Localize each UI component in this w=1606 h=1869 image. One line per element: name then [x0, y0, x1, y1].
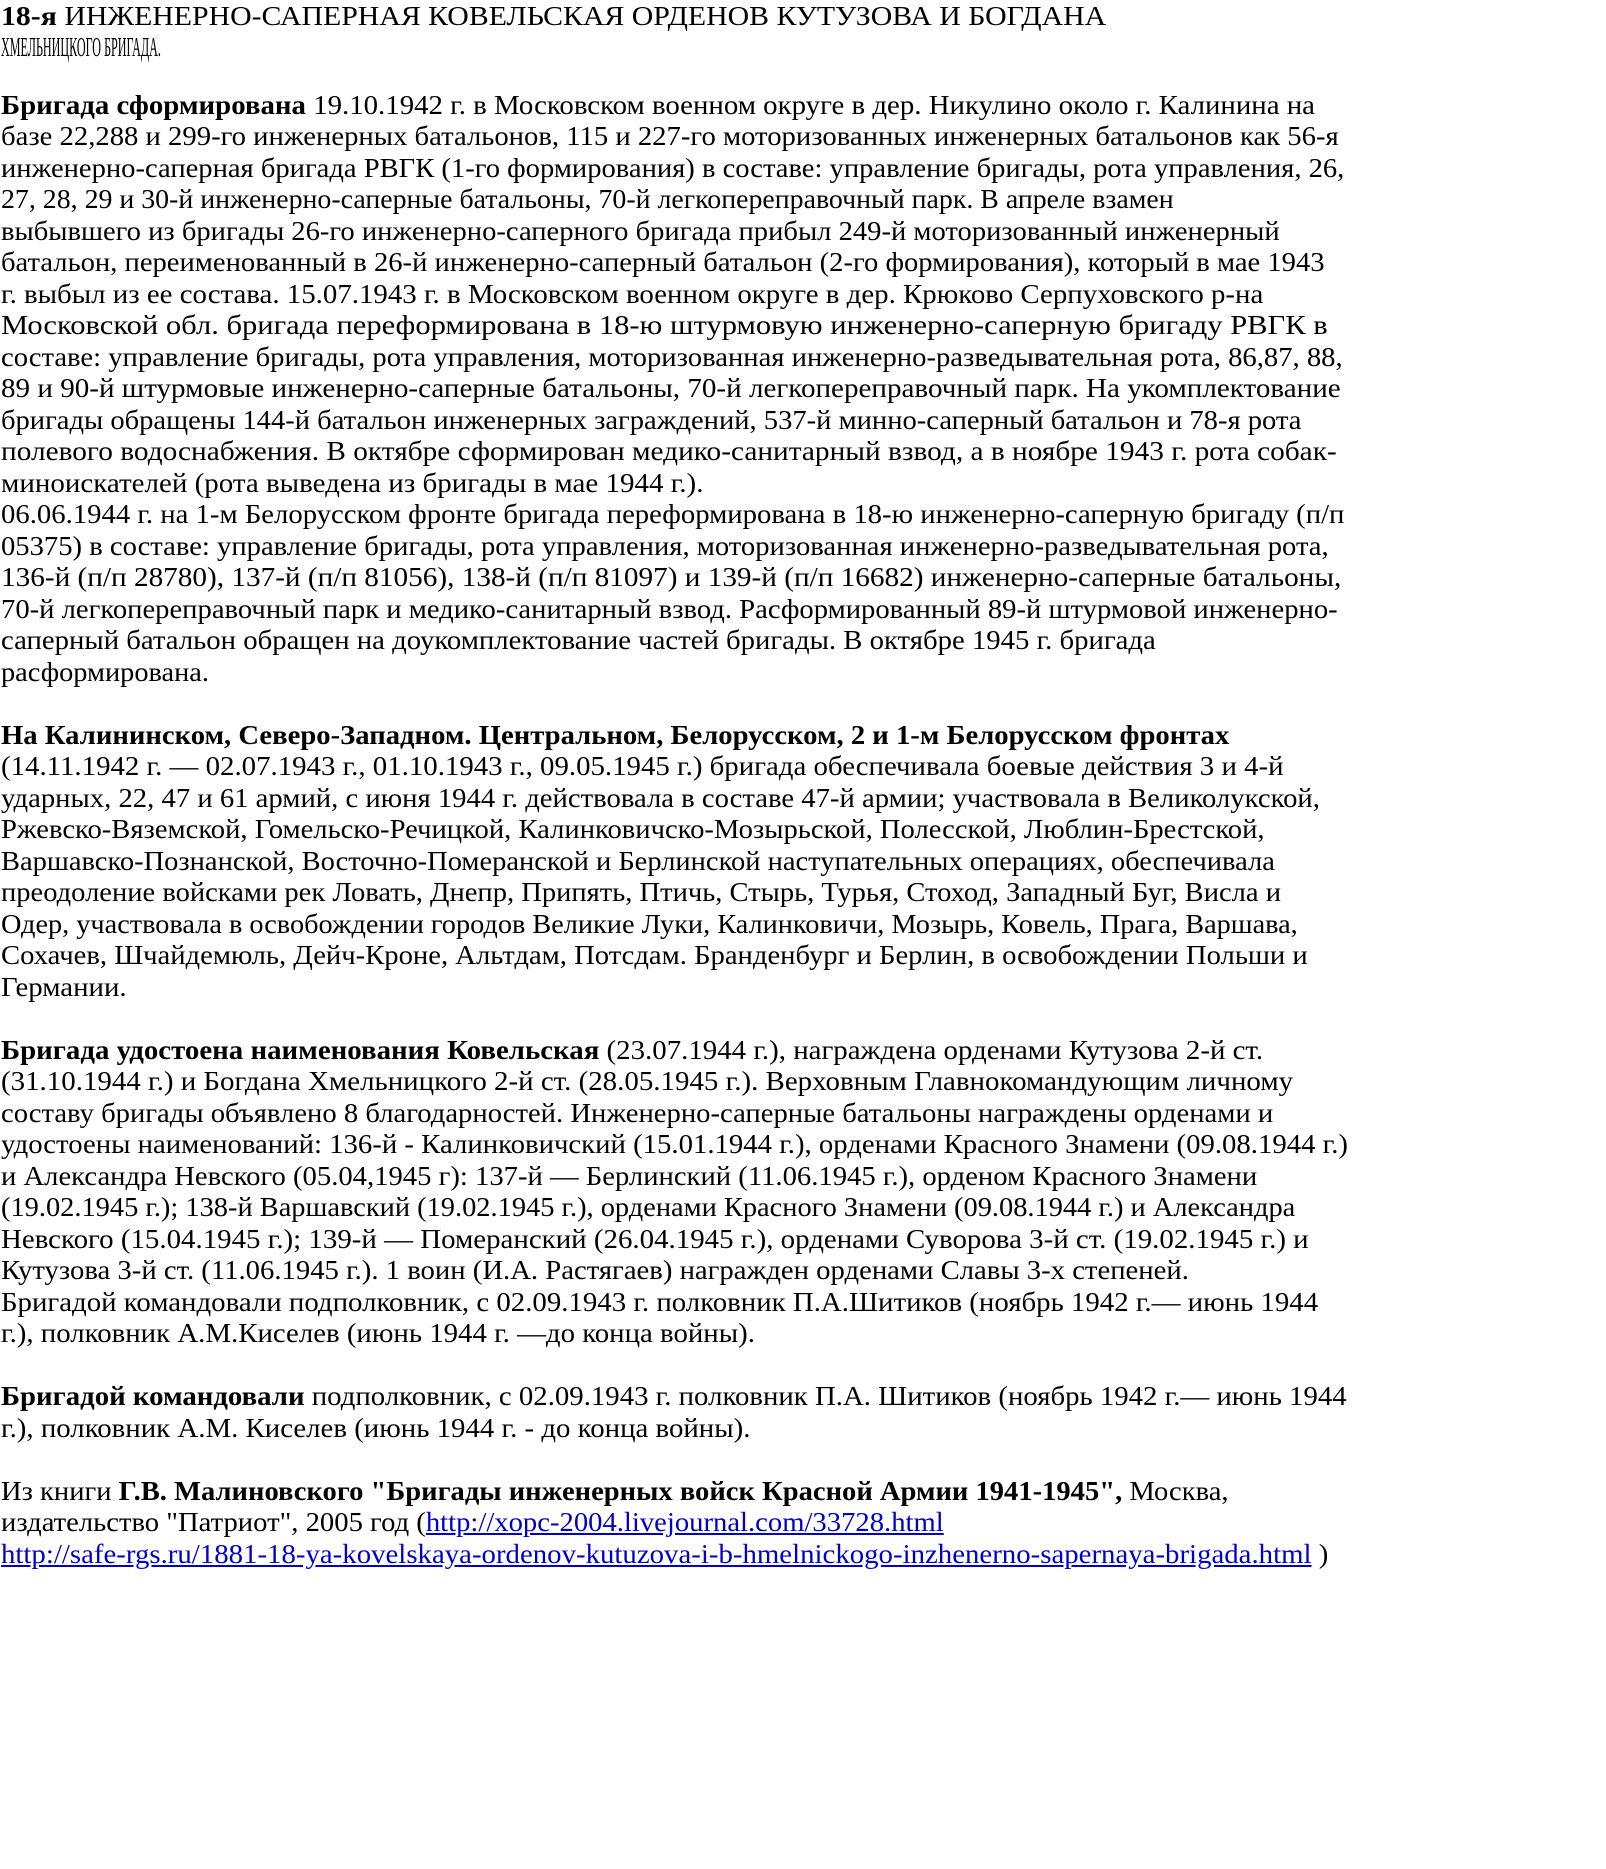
source-prefix: Из книги	[1, 1476, 119, 1506]
p2-lead: На Калининском, Северо-Западном. Центральном, Белорусском, 2 и 1-м Белорусском фронтах	[1, 720, 1230, 750]
p2-line: Сохачев, Шчайдемюль, Дейч-Кроне, Альтдам, Потсдам. Бранденбург и Берлин, в освобождении Польши и	[1, 940, 1308, 970]
p2-line: Ржевско-Вяземской, Гомельско-Речицкой, Калинковичско-Мозырьской, Полесской, Люблин-Брестской,	[1, 814, 1265, 844]
p2-line: ударных, 22, 47 и 61 армий, с июня 1944 г. действовала в составе 47-й армии; участвовала в Великолукской,	[1, 783, 1320, 813]
p1-line: выбывшего из бригады 26-го инженерно-саперного бригада прибыл 249-й моторизованный инженерный	[1, 216, 1280, 246]
p2-line: преодоление войсками рек Ловать, Днепр, Припять, Птичь, Стырь, Турья, Стоход, Западный Буг, Висла и	[1, 877, 1281, 907]
livejournal-link[interactable]: http://xopc-2004.livejournal.com/33728.html	[425, 1507, 944, 1537]
p4-text: подполковник, с 02.09.1943 г. полковник П.А. Шитиков (ноябрь 1942 г.— июнь 1944	[304, 1381, 1347, 1411]
p1-line: саперный батальон обращен на доукомплектование частей бригады. В октябре 1945 г. бригада	[1, 625, 1156, 655]
p1-line: 89 и 90-й штурмовые инженерно-саперные батальоны, 70-й легкопереправочный парк. На укомплектование	[1, 373, 1341, 403]
title-number: 18-я	[1, 1, 57, 31]
title-line-2: ХМЕЛЬНИЦКОГО БРИГАДА.	[1, 32, 161, 62]
p2-line: (14.11.1942 г. — 02.07.1943 г., 01.10.1943 г., 09.05.1945 г.) бригада обеспечивала боевые действия 3 и 4-й	[1, 751, 1284, 781]
p3-line: Бригадой командовали подполковник, с 02.09.1943 г. полковник П.А.Шитиков (ноябрь 1942 г.— июнь 1944	[1, 1287, 1319, 1317]
p4-line	[1, 1380, 1347, 1412]
p2-line: Германии.	[1, 972, 127, 1002]
closing-paren: )	[1311, 1539, 1329, 1569]
title-text-1: ИНЖЕНЕРНО-САПЕРНАЯ КОВЕЛЬСКАЯ ОРДЕНОВ КУТУЗОВА И БОГДАНА	[56, 1, 1107, 31]
source-publisher: издательство "Патриот", 2005 год (	[1, 1507, 426, 1537]
p3-line: (19.02.1945 г.); 138-й Варшавский (19.02.1945 г.), орденами Красного Знамени (09.08.1944 г.) и Александра	[1, 1192, 1296, 1222]
p1-lead: Бригада сформирована	[1, 90, 306, 120]
p1-line: 136-й (п/п 28780), 137-й (п/п 81056), 138-й (п/п 81097) и 139-й (п/п 16682) инженерно-саперные батальоны,	[1, 562, 1342, 592]
p1-text: 19.10.1942 г. в Московском военном округе в дер. Никулино около г. Калинина на	[305, 90, 1315, 120]
p3-line: Невского (15.04.1945 г.); 139-й — Померанский (26.04.1945 г.), орденами Суворова 3-й ст. (19.02.1945 г.) и	[1, 1224, 1309, 1254]
p2-line: Варшавско-Познанской, Восточно-Померанской и Берлинской наступательных операциях, обеспечивала	[1, 846, 1275, 876]
title-line-1	[1, 0, 1106, 32]
p1-line: базе 22,288 и 299-го инженерных батальонов, 115 и 227-го моторизованных инженерных батальонов как 56-я	[1, 121, 1339, 151]
p3-line: г.), полковник А.М.Киселев (июнь 1944 г. —до конца войны).	[1, 1318, 755, 1348]
p1-line: полевого водоснабжения. В октябре сформирован медико-санитарный взвод, а в ноябре 1943 г. рота собак-	[1, 436, 1337, 466]
p2-line: Одер, участвовала в освобождении городов Великие Луки, Калинковичи, Мозырь, Ковель, Прага, Варшава,	[1, 909, 1298, 939]
safe-rgs-link[interactable]: http://safe-rgs.ru/1881-18-ya-kovelskaya-ordenov-kutuzova-i-b-hmelnickogo-inzhenerno-sapernaya-brigada.html	[1, 1539, 1312, 1569]
p4-lead: Бригадой командовали	[1, 1381, 305, 1411]
p1-line: расформирована.	[1, 657, 209, 687]
p4-line: г.), полковник А.М. Киселев (июнь 1944 г. - до конца войны).	[1, 1413, 751, 1443]
p3-lead: Бригада удостоена наименования Ковельская	[1, 1035, 600, 1065]
source-book-title: Г.В. Малиновского "Бригады инженерных войск Красной Армии 1941-1945",	[118, 1476, 1123, 1506]
source-line	[1, 1506, 944, 1538]
p3-line	[1, 1034, 1263, 1066]
p1-line: инженерно-саперная бригада РВГК (1-го формирования) в составе: управление бригады, рота управления, 26,	[1, 153, 1345, 183]
p1-line: 27, 28, 29 и 30-й инженерно-саперные батальоны, 70-й легкопереправочный парк. В апреле взамен	[1, 184, 1174, 214]
p1-line: Московской обл. бригада переформирована в 18-ю штурмовую инженерно-саперную бригаду РВГК в	[1, 310, 1328, 340]
p1-line: батальон, переименованный в 26-й инженерно-саперный батальон (2-го формирования), который в мае 1943	[1, 247, 1325, 277]
p1-line	[1, 89, 1315, 121]
source-city: Москва,	[1122, 1476, 1229, 1506]
source-line	[1, 1475, 1229, 1507]
p1-line: миноискателей (рота выведена из бригады в мае 1944 г.).	[1, 468, 704, 498]
p3-line: удостоены наименований: 136-й - Калинковичский (15.01.1944 г.), орденами Красного Знамени (09.08.1944 г.)	[1, 1129, 1348, 1159]
p3-line: (31.10.1944 г.) и Богдана Хмельницкого 2-й ст. (28.05.1945 г.). Верховным Главнокомандующим личному	[1, 1066, 1294, 1096]
source-line	[1, 1538, 1328, 1570]
p1-line: 06.06.1944 г. на 1-м Белорусском фронте бригада переформирована в 18-ю инженерно-саперную бригаду (п/п	[1, 499, 1345, 529]
p1-line: составе: управление бригады, рота управления, моторизованная инженерно-разведывательная рота, 86,87, 88,	[1, 342, 1343, 372]
p3-text: (23.07.1944 г.), награждена орденами Кутузова 2-й ст.	[599, 1035, 1264, 1065]
p3-line: составу бригады объявлено 8 благодарностей. Инженерно-саперные батальоны награждены орденами и	[1, 1098, 1274, 1128]
p1-line: г. выбыл из ее состава. 15.07.1943 г. в Московском военном округе в дер. Крюково Серпуховского р-на	[1, 279, 1264, 309]
p3-line: Кутузова 3-й ст. (11.06.1945 г.). 1 воин (И.А. Растягаев) награжден орденами Славы 3-х степеней.	[1, 1255, 1189, 1285]
p1-line: 05375) в составе: управление бригады, рота управления, моторизованная инженерно-разведывательная рота,	[1, 531, 1329, 561]
p3-line: и Александра Невского (05.04,1945 г): 137-й — Берлинский (11.06.1945 г.), орденом Красного Знамени	[1, 1161, 1258, 1191]
p1-line: бригады обращены 144-й батальон инженерных заграждений, 537-й минно-саперный батальон и 78-я рота	[1, 405, 1302, 435]
p1-line: 70-й легкопереправочный парк и медико-санитарный взвод. Расформированный 89-й штурмовой инженерно-	[1, 594, 1338, 624]
